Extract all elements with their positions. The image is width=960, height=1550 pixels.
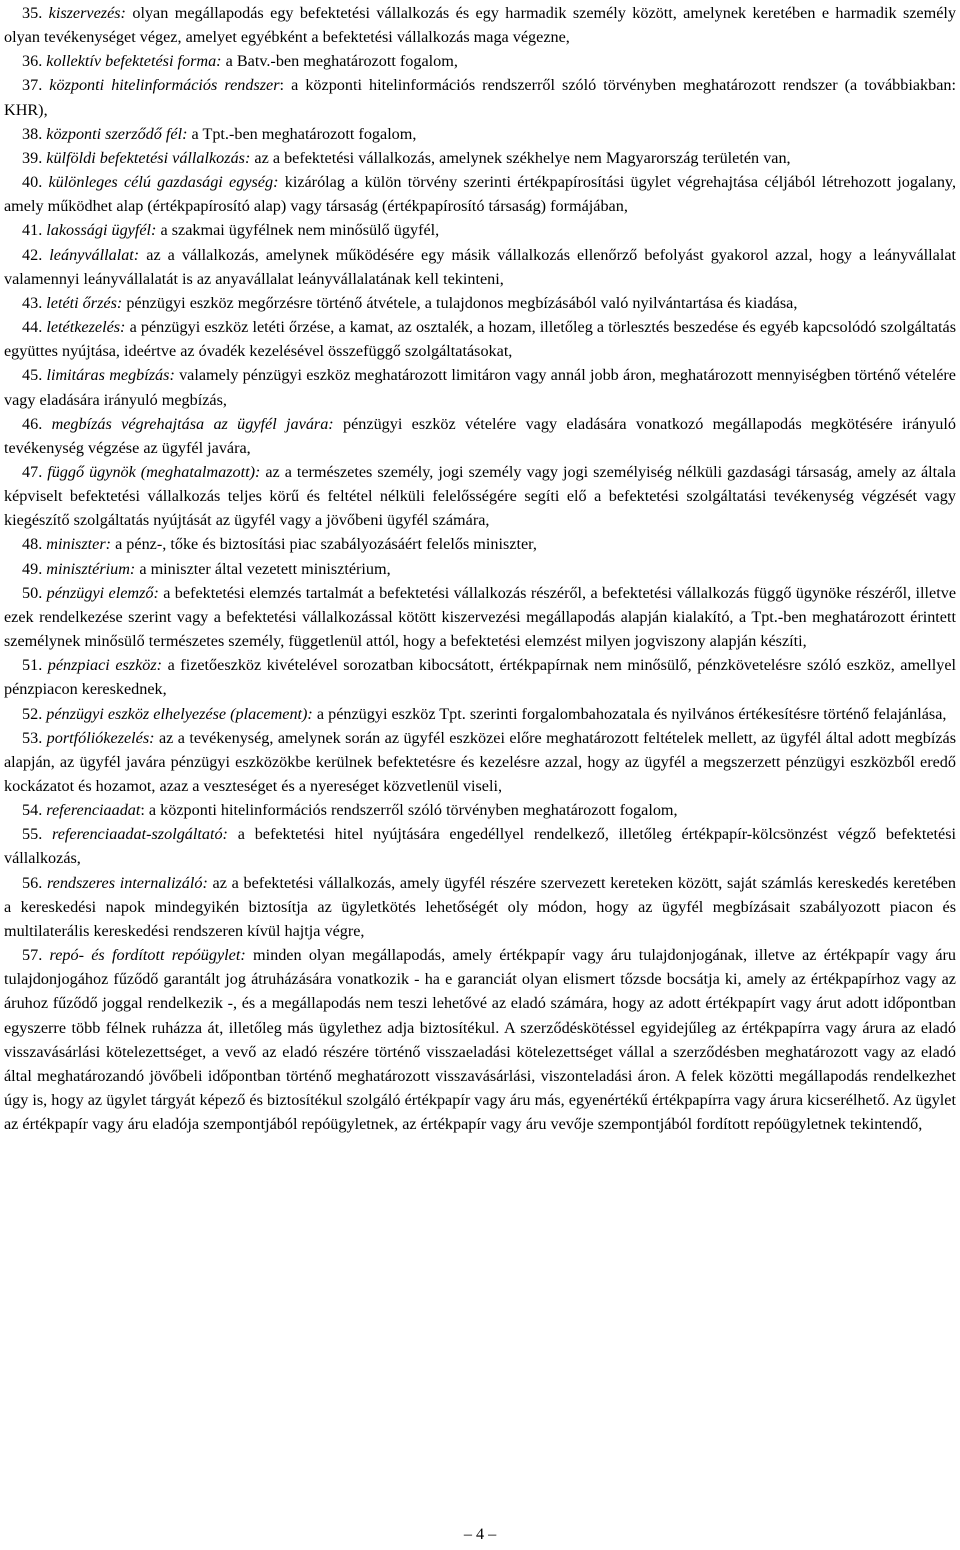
entry-text: : a központi hitelinformációs rendszerről szóló törvényben meghatározott fogalom, (140, 801, 678, 820)
entry-term: pénzügyi eszköz elhelyezése (placement): (46, 704, 313, 723)
entry-number: 35. (22, 4, 43, 22)
entry-text: valamely pénzügyi eszköz meghatározott limitáron vagy annál jobb áron, meghatározott mennyiségben történő vételére vagy eladására irányuló megbízás, (4, 366, 956, 409)
definition-entry (4, 122, 956, 146)
entry-number: 37. (22, 76, 43, 95)
definition-entry (4, 1, 956, 49)
entry-number: 50. (22, 583, 43, 602)
entry-number: 55. (22, 825, 43, 844)
entry-text: a befektetési elemzés tartalmát a befektetési vállalkozás részéről, a befektetési vállalkozás függő ügynöke részéről, illetve ezek rendelkezése szerint vagy a befektetési vállalkozással kötött kiszervezési megállapodás alapján kialakító, a Tpt.-ben meghatározott érintett személynek minősülő természetes személy, függetlenül attól, hogy a befektetési elemzést milyen jogviszony alapján készíti, (4, 583, 957, 651)
entry-text: a Tpt.-ben meghatározott fogalom, (187, 124, 417, 143)
entry-number: 53. (22, 728, 43, 747)
entry-term: megbízás végrehajtása az ügyfél javára: (51, 414, 334, 433)
entry-number: 44. (22, 318, 43, 337)
definition-entry (4, 146, 956, 170)
entry-term: referenciaadat (46, 801, 141, 820)
definition-entry (4, 218, 956, 242)
entry-term: letétkezelés: (46, 318, 126, 337)
entry-term: központi szerződő fél: (46, 124, 188, 143)
entry-number: 56. (22, 873, 43, 892)
entry-number: 48. (22, 535, 43, 554)
entry-text: a befektetési hitel nyújtására engedéllyel rendelkező, illetőleg értékpapír-kölcsönzést végző befektetési vállalkozás, (4, 825, 956, 868)
entry-text: pénzügyi eszköz megőrzésre történő átvétele, a tulajdonos megbízásából való nyilvántartása és kiadása, (122, 293, 798, 312)
entry-number: 57. (22, 946, 43, 965)
entry-text: olyan megállapodás egy befektetési vállalkozás és egy harmadik személy között, amelynek keretében e harmadik személy olyan tevékenységet végez, amelyet egyébként a befektetési vállalkozás maga végezne, (4, 4, 956, 47)
entry-text: az a befektetési vállalkozás, amelynek székhelye nem Magyarország területén van, (250, 148, 791, 167)
definition-entry (4, 653, 956, 701)
entry-term: portfóliókezelés: (46, 728, 155, 747)
definition-entry (4, 557, 956, 581)
definition-entry (4, 243, 956, 291)
definition-entry (4, 412, 956, 460)
definition-entry (4, 702, 956, 726)
entry-term: rendszeres internalizáló: (46, 873, 208, 892)
entry-text: a Batv.-ben meghatározott fogalom, (221, 52, 458, 71)
entry-number: 39. (22, 148, 43, 167)
entry-text: az a vállalkozás, amelynek működésére egy másik vállalkozás ellenőrző befolyást gyakorol azzal, hogy a leányvállalat valamennyi leányvállalatát is az anyavállalat leányvállalatának kell tekinteni, (4, 245, 956, 288)
definition-entry (4, 726, 956, 798)
entry-term: minisztérium: (46, 559, 136, 578)
entry-text: a fizetőeszköz kivételével sorozatban kibocsátott, értékpapírnak nem minősülő, pénzkövetelésre szóló eszköz, amellyel pénzpiacon kereskednek, (4, 656, 957, 699)
entry-text: kizárólag a külön törvény szerinti értékpapírosítási ügylet végrehajtása céljából létrehozott jogalany, amely működhet alap (értékpapírosító alap) vagy társaság (értékpapírosító társaság) formájában, (4, 173, 957, 216)
entry-term: miniszter: (46, 535, 112, 554)
entry-number: 49. (22, 559, 43, 578)
entry-term: lakossági ügyfél: (46, 221, 157, 240)
definition-entry (4, 315, 956, 363)
entry-term: különleges célú gazdasági egység: (48, 173, 279, 192)
entry-text: a pénzügyi eszköz Tpt. szerinti forgalombahozatala és nyilvános értékesítésre történő felajánlása, (312, 704, 947, 723)
entry-text: : a központi hitelinformációs rendszerről szóló törvényben meghatározott rendszer (a továbbiakban: KHR), (4, 76, 956, 119)
entry-term: limitáras megbízás: (46, 366, 175, 385)
entry-term: külföldi befektetési vállalkozás: (46, 148, 251, 167)
entry-text: az a befektetési vállalkozás, amely ügyfél részére szervezett kereteken között, saját számlás kereskedés keretében a kereskedési napok mindegyikén biztosítja az ügyletkötés lehetőségét oly módon, hogy az ügyfél megbízásait szabályozott piacon és multilaterális kereskedési rendszeren kívül hajtja végre, (4, 873, 957, 940)
definition-entry (4, 363, 956, 411)
entry-text: a pénzügyi eszköz letéti őrzése, a kamat, az osztalék, a hozam, illetőleg a törlesztés beszedése és egyéb kapcsolódó szolgáltatás együttes nyújtása, ideértve az óvadék kezelésével összefüggő szolgáltatásokat, (4, 318, 957, 361)
entry-text: a pénz-, tőke és biztosítási piac szabályozásáért felelős miniszter, (111, 535, 537, 554)
entry-text: az a természetes személy, jogi személy vagy jogi személyiség nélküli gazdasági társaság, amely az általa képviselt befektetési vállalkozás teljes körű és feltétel nélküli felelősségére segíti elő a befektetési szolgáltatási tevékenység végzését vagy kiegészítő szolgáltatás nyújtását az ügyfél vagy a jövőbeni ügyfél számára, (4, 462, 956, 530)
entry-number: 41. (22, 221, 43, 240)
definition-entry (4, 871, 956, 943)
definition-entry (4, 73, 956, 121)
definition-entry (4, 49, 956, 73)
entry-number: 43. (22, 293, 43, 312)
entry-term: repó- és fordított repóügylet: (49, 946, 246, 965)
definitions-list (4, 0, 956, 1136)
entry-term: pénzpiaci eszköz: (47, 656, 163, 675)
entry-number: 42. (22, 245, 43, 264)
entry-term: függő ügynök (meghatalmazott): (47, 462, 261, 481)
entry-number: 52. (22, 704, 43, 723)
entry-term: pénzügyi elemző: (46, 583, 159, 602)
entry-number: 54. (22, 801, 43, 820)
entry-term: központi hitelinformációs rendszer (49, 76, 280, 95)
entry-number: 38. (22, 124, 43, 143)
entry-text: a miniszter által vezetett minisztérium, (135, 559, 391, 578)
definition-entry (4, 943, 956, 1136)
entry-term: leányvállalat: (49, 245, 140, 264)
entry-number: 45. (22, 366, 43, 385)
entry-text: minden olyan megállapodás, amely értékpapír vagy áru tulajdonjogának, illetve az értékpapír vagy áru tulajdonjogához fűződő garantált jog átruházására vonatkozik - ha e garanciát olyan elismert tőzsde bocsátja ki, amely az értékpapírhoz vagy az áruhoz fűződő joggal rendelkezik -, és a megállapodás nem teszi lehetővé az eladó számára, hogy az adott értékpapírt vagy árut adott időpontban egyszerre több félnek ruházza át, illetőleg más ügylethez adja biztosítékul. A szerződéskötéssel egyidejűleg az értékpapírra vagy árura az eladó visszavásárlási kötelezettséget, a vevő az eladó részére történő visszaeladási kötelezettséget vállal a szerződésben meghatározott vagy az eladó által meghatározandó jövőbeli időpontban történő meghatározott visszavásárlási, viszonteladási áron. A felek közötti megállapodás rendelkezhet úgy is, hogy az ügylet tárgyát képező és biztosítékul szolgáló értékpapír vagy áru más, egyenértékű értékpapírra vagy árura kicserélhető. Az ügylet az értékpapír vagy áru eladója szempontjából repóügyletnek, az értékpapír vagy áru vevője szempontjából fordított repóügyletnek tekintendő, (4, 946, 957, 1134)
page-number: – 4 – (463, 1525, 497, 1543)
entry-text: a szakmai ügyfélnek nem minősülő ügyfél, (156, 221, 440, 240)
entry-term: kollektív befektetési forma: (46, 52, 222, 71)
entry-text: pénzügyi eszköz vételére vagy eladására vonatkozó megállapodás megkötésére irányuló tevékenység végzése az ügyfél javára, (4, 414, 956, 457)
definition-entry (4, 581, 956, 653)
entry-number: 36. (22, 52, 43, 71)
definition-entry (4, 460, 956, 532)
definition-entry (4, 822, 956, 870)
entry-text: az a tevékenység, amelynek során az ügyfél eszközei előre meghatározott feltételek mellett, az ügyfél által adott megbízás alapján, az ügyfél javára pénzügyi eszközökbe kerülnek befektetésre és kezelésre azzal, hogy az ügyfél a megszerzett pénzügyi eszközből eredő kockázatot és hozamot, azaz a veszteséget és a nyereséget közvetlenül viseli, (4, 728, 956, 795)
entry-number: 40. (22, 173, 43, 192)
definition-entry (4, 291, 956, 315)
entry-term: letéti őrzés: (46, 293, 123, 312)
definition-entry (4, 170, 956, 218)
entry-term: kiszervezés: (48, 4, 126, 22)
entry-number: 47. (22, 462, 43, 481)
entry-number: 51. (22, 656, 43, 675)
entry-number: 46. (22, 414, 43, 433)
definition-entry (4, 798, 956, 822)
entry-term: referenciaadat-szolgáltató: (52, 825, 228, 844)
definition-entry (4, 532, 956, 556)
